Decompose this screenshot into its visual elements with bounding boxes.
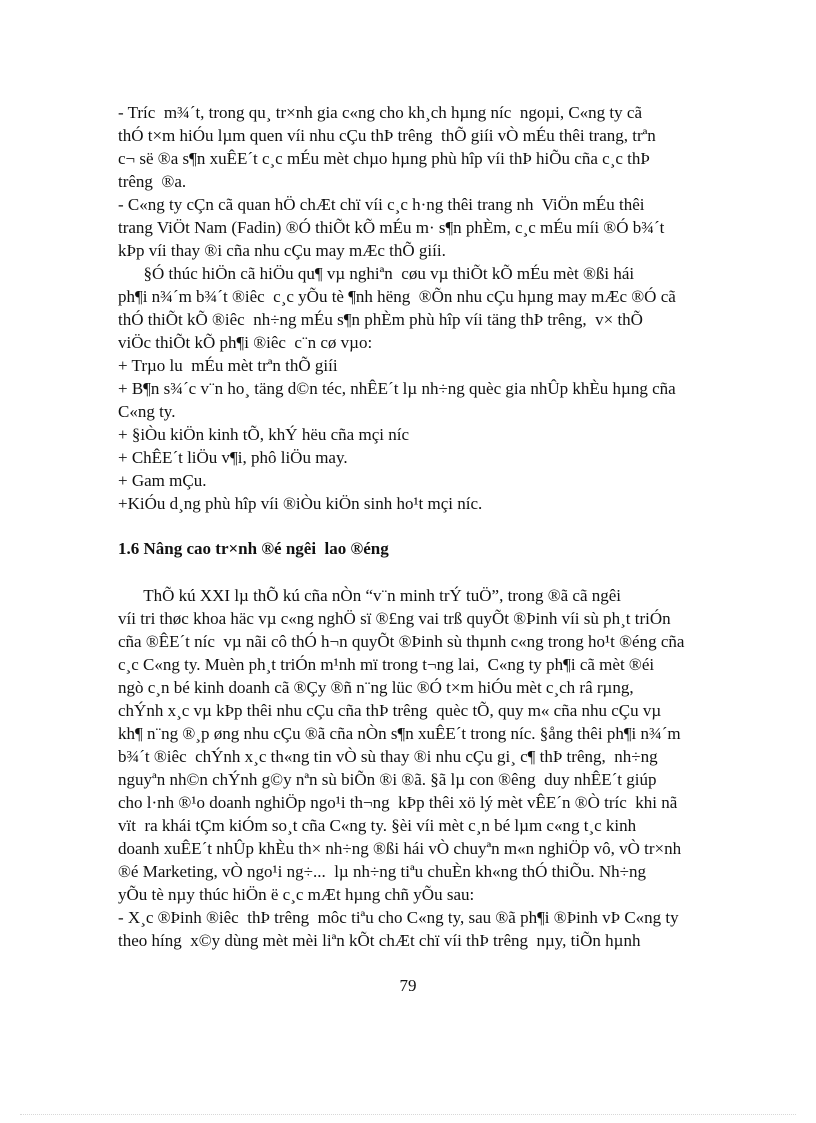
text-line: ngò c¸n bé kinh doanh cã ®Çy ®ñ n¨ng lüc ®Ó t×m hiÓu mèt c¸ch râ rµng, <box>118 678 634 697</box>
text-line: cho l·nh ®¹o doanh nghiÖp ngo¹i th¬ng kÞp thêi xö lý mèt vÊE´n ®Ò tríc khi nã <box>118 793 678 812</box>
text-line: §Ó thúc hiÖn cã hiÖu qu¶ vµ nghiªn cøu vµ thiÕt kÕ mÉu mèt ®ßi hái <box>118 264 635 283</box>
footer-divider <box>20 1114 796 1115</box>
text-line: c¸c C«ng ty. Muèn ph¸t triÓn m¹nh mï trong t¬ng lai, C«ng ty ph¶i cã mèt ®éi <box>118 655 655 674</box>
text-line: nguyªn nh©n chÝnh g©y nªn sù biÕn ®i ®ã. §ã lµ con ®êng duy nhÊE´t giúp <box>118 770 657 789</box>
text-line: +KiÓu d¸ng phù hîp víi ®iÒu kiÖn sinh ho¹t mçi níc. <box>118 494 483 513</box>
text-line: yÕu tè nµy thúc hiÖn ë c¸c mÆt hµng chñ yÕu sau: <box>118 885 475 904</box>
text-line: - C«ng ty cÇn cã quan hÖ chÆt chï víi c¸c h·ng thêi trang nh ViÖn mÉu thêi <box>118 195 645 214</box>
text-line: trang ViÖt Nam (Fadin) ®Ó thiÕt kÕ mÉu m· s¶n phÈm, c¸c mÉu míi ®Ó b¾´t <box>118 218 665 237</box>
body-text-section-1 <box>118 101 722 515</box>
text-line: chÝnh x¸c vµ kÞp thêi nhu cÇu cña thÞ trêng quèc tÕ, quy m« cña nhu cÇu vµ <box>118 701 662 720</box>
text-line: trêng ®a. <box>118 172 187 191</box>
text-line: - X¸c ®Þinh ®iêc thÞ trêng môc tiªu cho C«ng ty, sau ®ã ph¶i ®Þinh vÞ C«ng ty <box>118 908 679 927</box>
page-number: 79 <box>399 976 417 995</box>
text-line: thÓ thiÕt kÕ ®iêc nh÷ng mÉu s¶n phÈm phù hîp víi täng thÞ trêng, v× thÕ <box>118 310 643 329</box>
section-heading: 1.6 Nâng cao tr×nh ®é ngêi lao ®éng <box>118 539 389 558</box>
text-line: theo híng x©y dùng mèt mèi liªn kÕt chÆt chï víi thÞ trêng nµy, tiÕn hµnh <box>118 931 641 950</box>
text-line: - Tríc m¾´t, trong qu¸ tr×nh gia c«ng cho kh¸ch hµng níc ngoµi, C«ng ty cã <box>118 103 642 122</box>
text-line: + §iÒu kiÖn kinh tÕ, khÝ hëu cña mçi níc <box>118 425 409 444</box>
text-line: cña ®ÊE´t níc vµ nãi cô thÓ h¬n quyÕt ®Þinh sù thµnh c«ng trong ho¹t ®éng cña <box>118 632 685 651</box>
text-line: vït ra khái tÇm kiÓm so¸t cña C«ng ty. §èi víi mèt c¸n bé lµm c«ng t¸c kinh <box>118 816 637 835</box>
text-line: + Trµo lu mÉu mèt trªn thÕ giíi <box>118 356 338 375</box>
text-line: b¾´t ®iêc chÝnh x¸c th«ng tin vÒ sù thay ®i nhu cÇu gi¸ c¶ thÞ trêng, nh÷ng <box>118 747 658 766</box>
text-line: ®é Marketing, vÒ ngo¹i ng÷... lµ nh÷ng tiªu chuÈn kh«ng thÓ thiÕu. Nh÷ng <box>118 862 646 881</box>
text-line: ph¶i n¾´m b¾´t ®iêc c¸c yÕu tè ¶nh hëng ®Õn nhu cÇu hµng may mÆc ®Ó cã <box>118 287 676 306</box>
text-line: doanh xuÊE´t nhÛp khÈu th× nh÷ng ®ßi hái vÒ chuyªn m«n nghiÖp vô, vÒ tr×nh <box>118 839 682 858</box>
text-line: kÞp víi thay ®i cña nhu cÇu may mÆc thÕ giíi. <box>118 241 446 260</box>
text-line: thÓ t×m hiÓu lµm quen víi nhu cÇu thÞ trêng thÕ giíi vÒ mÉu thêi trang, trªn <box>118 126 656 145</box>
text-line: ThÕ kú XXI lµ thÕ kú cña nÒn “v¨n minh trÝ tuÖ”, trong ®ã cã ngêi <box>118 586 622 605</box>
text-line: kh¶ n¨ng ®¸p øng nhu cÇu ®ã cña nÒn s¶n xuÊE´t trong níc. §ång thêi ph¶i n¾´m <box>118 724 681 743</box>
text-line: + B¶n s¾´c v¨n ho¸ täng d©n téc, nhÊE´t lµ nh÷ng quèc gia nhÛp khÈu hµng cña <box>118 379 676 398</box>
text-line: + Gam mÇu. <box>118 471 207 490</box>
text-line: víi tri thøc khoa häc vµ c«ng nghÖ sï ®£ng vai trß quyÕt ®Þinh víi sù ph¸t triÓn <box>118 609 671 628</box>
text-line: C«ng ty. <box>118 402 176 421</box>
text-line: viÖc thiÕt kÕ ph¶i ®iêc c¨n cø vµo: <box>118 333 373 352</box>
body-text-section-2 <box>118 584 722 952</box>
text-line: c¬ së ®a s¶n xuÊE´t c¸c mÉu mèt chµo hµng phù hîp víi thÞ hiÕu cña c¸c thÞ <box>118 149 650 168</box>
text-line: + ChÊE´t liÖu v¶i, phô liÖu may. <box>118 448 348 467</box>
